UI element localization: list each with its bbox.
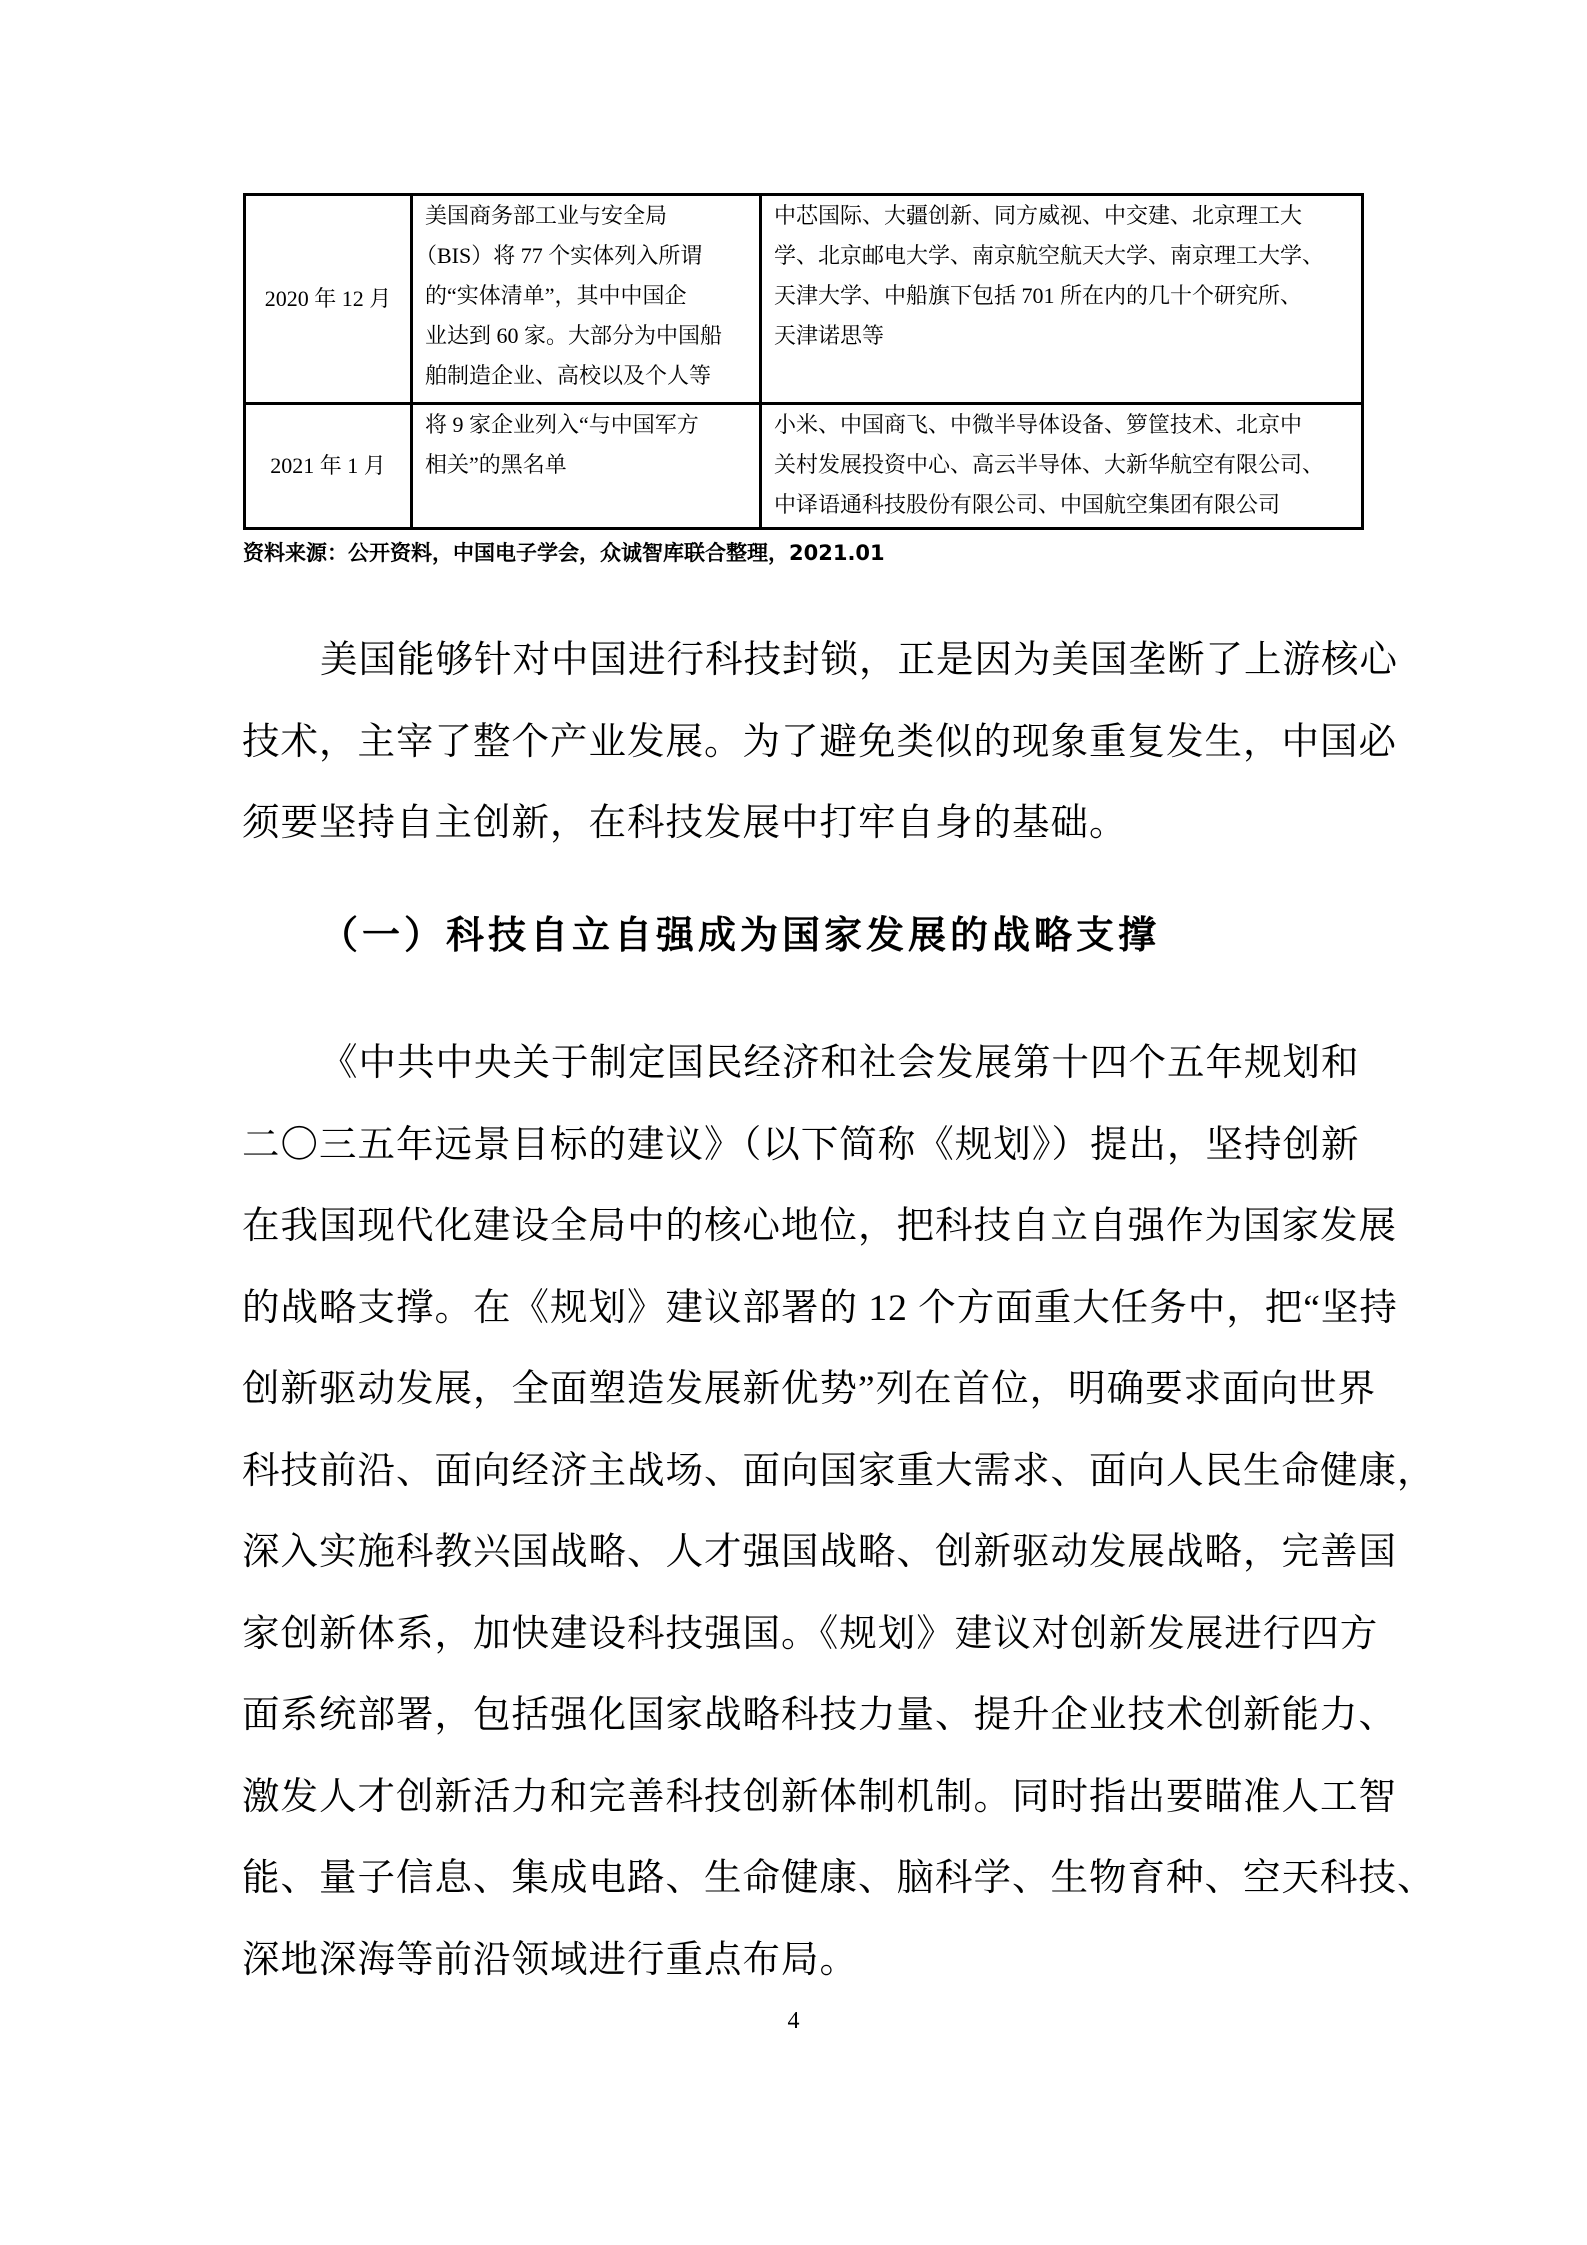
paragraph-line: 《中共中央关于制定国民经济和社会发展第十四个五年规划和	[320, 1043, 1360, 1084]
paragraph-tech-blockade	[242, 620, 1398, 865]
cell-line: 天津诺思等	[774, 323, 885, 348]
paragraph-line: 美国能够针对中国进行科技封锁，正是因为美国垄断了上游核心	[320, 640, 1398, 681]
description-cell	[412, 404, 761, 529]
cell-line: 将 9 家企业列入“与中国军方	[425, 412, 699, 437]
paragraph-line: 的战略支撑。在《规划》建议部署的 12 个方面重大任务中，把“坚持	[242, 1287, 1398, 1329]
paragraph-line: 深地深海等前沿领域进行重点布局。	[242, 1939, 858, 1981]
paragraph-line: 在我国现代化建设全局中的核心地位，把科技自立自强作为国家发展	[242, 1206, 1397, 1247]
cell-line: 美国商务部工业与安全局	[425, 203, 668, 228]
cell-line: 学、北京邮电大学、南京航空航天大学、南京理工大学、	[774, 243, 1325, 268]
paragraph-line: 家创新体系，加快建设科技强国。《规划》建议对创新发展进行四方	[242, 1613, 1379, 1655]
cell-line: 中译语通科技股份有限公司、中国航空集团有限公司	[774, 492, 1281, 517]
paragraph-line: 创新驱动发展，全面塑造发展新优势”列在首位，明确要求面向世界	[242, 1369, 1377, 1410]
cell-line: 相关”的黑名单	[425, 452, 567, 477]
cell-line: 天津大学、中船旗下包括 701 所在内的几十个研究所、	[774, 283, 1303, 308]
cell-line: 的“实体清单”，其中中国企	[425, 283, 687, 308]
paragraph-line: 技术，主宰了整个产业发展。为了避免类似的现象重复发生，中国必	[242, 721, 1397, 763]
paragraph-line: 激发人才创新活力和完善科技创新体制机制。同时指出要瞄准人工智	[242, 1776, 1397, 1818]
cell-line: 业达到 60 家。大部分为中国船	[425, 323, 723, 348]
paragraph-line: 深入实施科教兴国战略、人才强国战略、创新驱动发展战略，完善国	[242, 1532, 1397, 1573]
paragraph-line: 面系统部署，包括强化国家战略科技力量、提升企业技术创新能力、	[242, 1695, 1397, 1736]
cell-line: 舶制造企业、高校以及个人等	[425, 363, 712, 388]
table-source-note: 资料来源：公开资料，中国电子学会，众诚智库联合整理，2021.01	[243, 541, 885, 565]
paragraph-line: 二〇三五年远景目标的建议》（以下简称《规划》）提出，坚持创新	[242, 1124, 1360, 1166]
cell-line: 中芯国际、大疆创新、同方威视、中交建、北京理工大	[774, 203, 1303, 228]
description-cell	[412, 195, 761, 404]
paragraph-line: 科技前沿、面向经济主战场、面向国家重大需求、面向人民生命健康，	[242, 1450, 1436, 1492]
cell-line: 关村发展投资中心、高云半导体、大新华航空有限公司、	[774, 452, 1325, 477]
cell-line: （BIS）将 77 个实体列入所谓	[415, 243, 703, 268]
date-cell: 2021 年 1 月	[245, 404, 412, 529]
page-number: 4	[787, 2008, 800, 2034]
table-row	[245, 195, 1363, 404]
entity-list-table	[243, 193, 1364, 530]
table-row	[245, 404, 1363, 529]
entities-cell	[761, 404, 1363, 529]
cell-line: 小米、中国商飞、中微半导体设备、箩筐技术、北京中	[774, 412, 1303, 437]
paragraph-line: 能、量子信息、集成电路、生命健康、脑科学、生物育种、空天科技、	[242, 1858, 1436, 1899]
entities-cell	[761, 195, 1363, 404]
date-cell: 2020 年 12 月	[245, 195, 412, 404]
paragraph-line: 须要坚持自主创新，在科技发展中打牢自身的基础。	[242, 803, 1128, 844]
paragraph-plan	[242, 1023, 1436, 2001]
section-heading: （一）科技自立自强成为国家发展的战略支撑	[320, 913, 1161, 957]
